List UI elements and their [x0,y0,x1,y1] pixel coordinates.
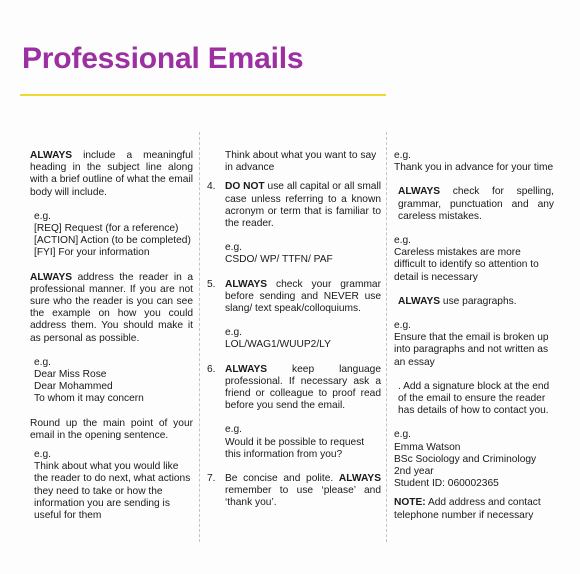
example-text: Thank you in advance for your time [394,162,554,174]
item-number: 6. [207,363,216,375]
example-text: Dear Mohammed [34,381,113,393]
note-text: NOTE: Add address and contact telephone number if necessary [394,497,541,521]
signature-line: 2nd year [394,466,434,478]
example-text: Dear Miss Rose [34,369,107,381]
example-label: e.g. [34,449,51,461]
example-label: e.g. [225,424,242,436]
numbered-item-4: 4. DO NOT use all capital or all small case unless referring to a known acronym or term that is familiar to the reader. [207,181,381,230]
column-2 [207,150,381,510]
column-divider-2 [386,132,387,542]
column-1 [30,150,193,522]
rule-spelling: ALWAYS check for spelling, grammar, punctuation and any careless mistakes. [398,186,554,222]
rule-signature: . Add a signature block at the end of the email to ensure the reader has details of how to contact you. [398,380,550,417]
example-text: [FYI] For your information [34,247,150,259]
signature-line: Student ID: 060002365 [394,478,499,490]
signature-line: BSc Sociology and Criminology [394,453,537,465]
example-text: Think about what you would like the reader to do next, what actions they need to take or how the information you are sending is useful for them [34,461,191,522]
rule-opening-sentence: Round up the main point of your email in the opening sentence. [30,417,193,441]
example-text: [ACTION] Action (to be completed) [34,235,191,247]
numbered-item-7: 7. Be concise and polite. ALWAYS remember to use ‘please’ and ‘thank you’. [207,473,381,509]
example-label: e.g. [394,150,411,161]
item-number: 5. [207,278,216,290]
example-text: Would it be possible to request this information from you? [225,436,365,460]
example-label: e.g. [34,356,51,368]
item-number: 4. [207,181,216,193]
rule-paragraphs: ALWAYS use paragraphs. [398,295,517,307]
example-text: To whom it may concern [34,393,144,405]
example-text: Careless mistakes are more difficult to identify so attention to detail is necessary [394,247,539,283]
example-label: e.g. [394,429,411,441]
example-label: e.g. [394,235,411,247]
example-label: e.g. [394,320,411,332]
numbered-item-6: 6. ALWAYS keep language professional. If necessary ask a friend or colleague to proof read before you send the email. [207,363,381,412]
title-underline [20,94,386,96]
signature-line: Emma Watson [394,441,461,453]
rule-subject-line: ALWAYS include a meaningful heading in the subject line along with a brief outline of what the email body will include. [30,150,193,198]
example-label: e.g. [225,242,242,254]
example-text: LOL/WAG1/WUUP2/LY [225,339,331,351]
item-number: 7. [207,473,216,485]
column-divider-1 [199,132,200,542]
example-text: [REQ] Request (for a reference) [34,223,179,235]
example-label: e.g. [34,210,51,222]
example-text: CSDO/ WP/ TTFN/ PAF [225,254,333,266]
rule-address-reader: ALWAYS address the reader in a professional manner. If you are not sure who the reader is you can see the example on how you could address them. You should make it as personal as possible. [30,271,193,344]
column-3 [394,150,554,522]
intro-text: Think about what you want to say in advance [225,150,377,174]
page-title: Professional Emails [22,42,304,75]
example-label: e.g. [225,327,242,339]
example-text: Ensure that the email is broken up into paragraphs and not written as an essay [394,332,549,368]
numbered-item-5: 5. ALWAYS check your grammar before sending and NEVER use slang/ text speak/colloquiums. [207,278,381,315]
